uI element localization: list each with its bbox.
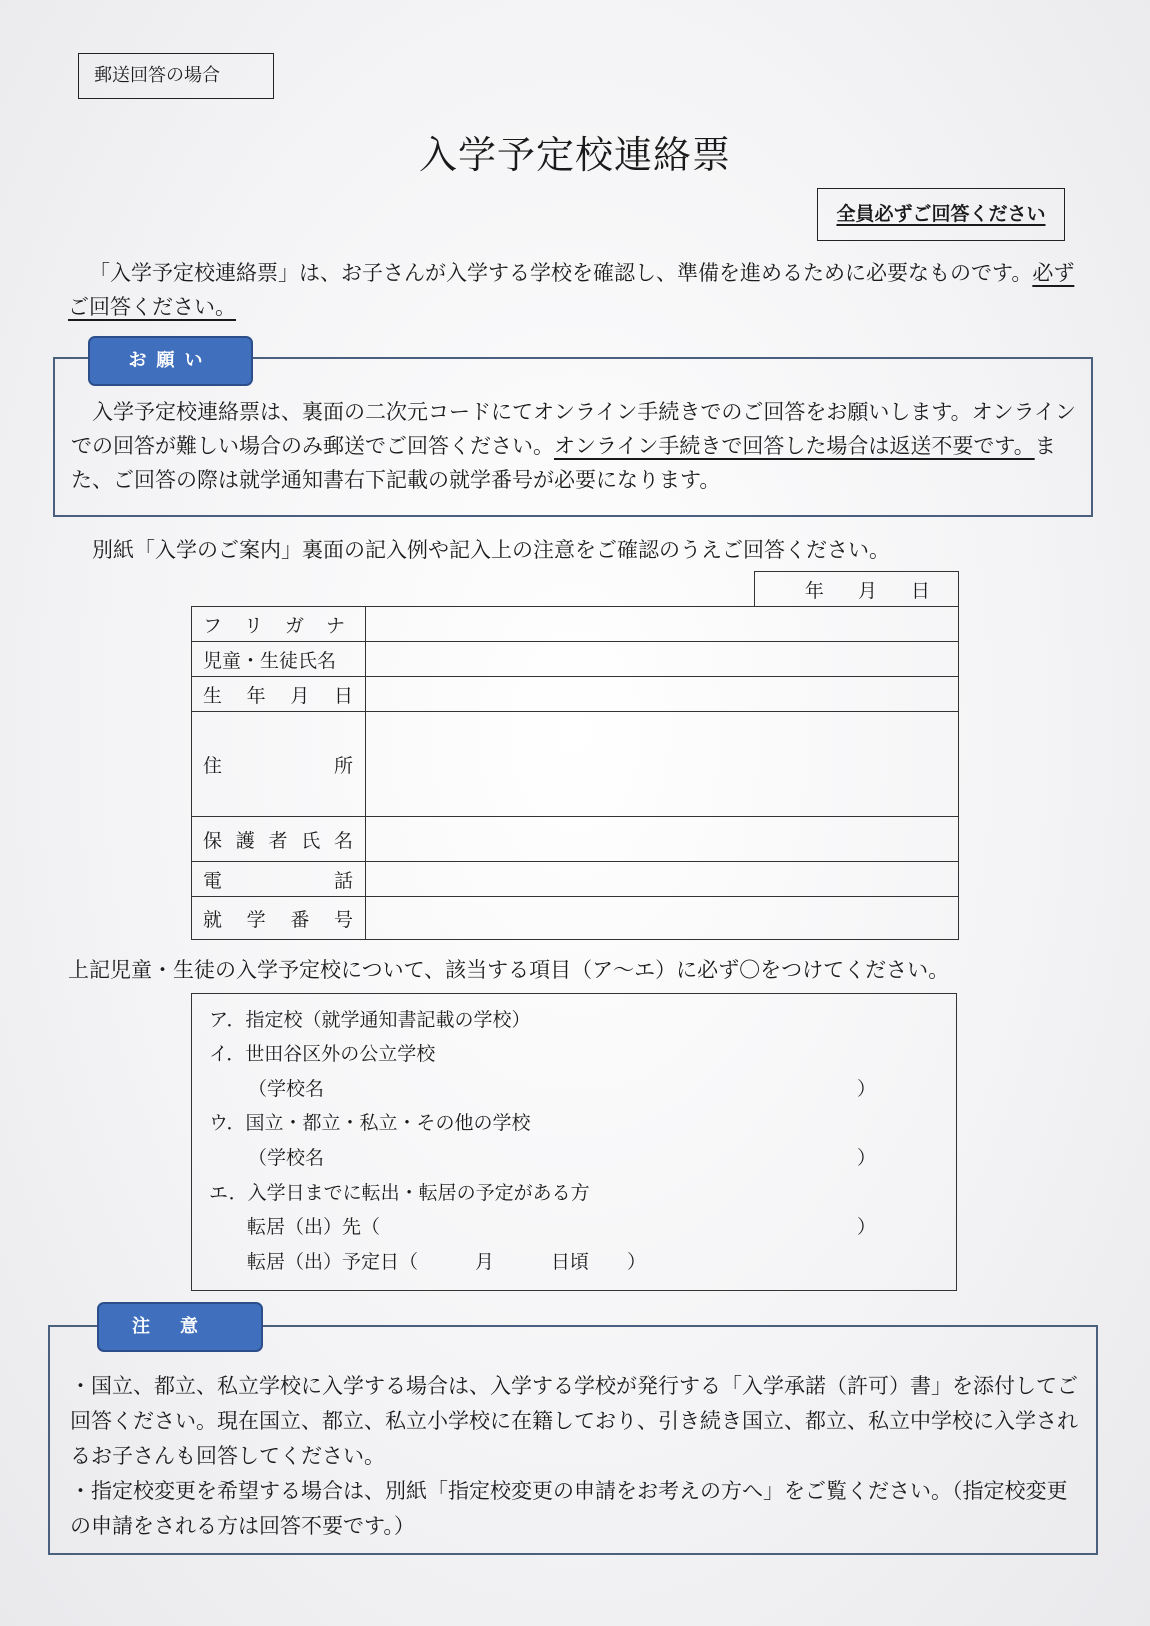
phone-label: 電 話 (192, 862, 366, 897)
school-number-label: 就 学 番 号 (192, 897, 366, 940)
guardian-name-field[interactable] (366, 817, 959, 862)
request-text-a: 入学予定校連絡票は、裏面の二次元コードにてオンライン手続きでのご回答をお願いします。オンラインでの回答が難しい場合のみ郵送でご回答ください。 (71, 400, 1077, 458)
intro-text: 「入学予定校連絡票」は、お子さんが入学する学校を確認し、準備を進めるために必要なものです。 (89, 261, 1033, 285)
must-answer-text: 全員必ずご回答ください (836, 203, 1046, 225)
option-e-date[interactable]: 転居（出）予定日（ 月 日頃 ） (247, 1251, 647, 1273)
option-a[interactable]: ア．指定校（就学通知書記載の学校） (209, 1009, 531, 1031)
option-e[interactable]: エ．入学日までに転出・転居の予定がある方 (209, 1182, 590, 1204)
option-u-school-name[interactable]: （学校名 (248, 1147, 325, 1169)
intro-paragraph (68, 256, 1084, 324)
request-badge: お願い (88, 336, 253, 386)
phone-field[interactable] (366, 862, 959, 897)
applicant-form (191, 571, 959, 940)
birthdate-field[interactable] (366, 677, 959, 712)
caution-panel (48, 1325, 1098, 1555)
option-e-destination[interactable]: 転居（出）先（ (247, 1216, 381, 1238)
caution-line-1: ・国立、都立、私立学校に入学する場合は、入学する学校が発行する「入学承諾（許可）書」を添付してご回答ください。現在国立、都立、私立小学校に在籍しており、引き続き国立、都立、私立中学校に入学されるお子さんも回答してください。 (70, 1374, 1078, 1468)
mail-answer-label: 郵送回答の場合 (78, 53, 274, 99)
must-answer-box (817, 188, 1065, 241)
school-number-field[interactable] (366, 897, 959, 940)
school-question: 上記児童・生徒の入学予定校について、該当する項目（ア～エ）に必ず〇をつけてください。 (68, 958, 950, 982)
guardian-name-label: 保 護 者 氏 名 (192, 817, 366, 862)
furigana-label: フ リ ガ ナ (192, 607, 366, 642)
student-name-field[interactable] (366, 642, 959, 677)
option-u[interactable]: ウ．国立・都立・私立・その他の学校 (209, 1112, 531, 1134)
caution-text (70, 1369, 1080, 1544)
option-u-close-paren: ） (857, 1147, 877, 1169)
request-text (71, 395, 1081, 497)
intro-underlined: 必ずご回答ください。 (68, 261, 1075, 319)
request-text-underlined: オンライン手続きで回答した場合は返送不要です。 (554, 434, 1035, 458)
option-e-close-paren: ） (857, 1216, 877, 1238)
date-field[interactable]: 年 月 日 (755, 572, 959, 607)
address-field[interactable] (366, 712, 959, 817)
option-i[interactable]: イ．世田谷区外の公立学校 (209, 1043, 436, 1065)
page-title: 入学予定校連絡票 (418, 133, 731, 177)
caution-line-2: ・指定校変更を希望する場合は、別紙「指定校変更の申請をお考えの方へ」をご覧ください。（指定校変更の申請をされる方は回答不要です。） (70, 1479, 1068, 1538)
instruction-note: 別紙「入学のご案内」裏面の記入例や記入上の注意をご確認のうえご回答ください。 (92, 538, 890, 562)
request-text-c: また、ご回答の際は就学通知書右下記載の就学番号が必要になります。 (71, 434, 1056, 492)
furigana-field[interactable] (366, 607, 959, 642)
address-label: 住 所 (192, 712, 366, 817)
option-i-school-name[interactable]: （学校名 (248, 1078, 325, 1100)
birthdate-label: 生 年 月 日 (192, 677, 366, 712)
school-options-box (191, 993, 957, 1291)
student-name-label: 児童・生徒氏名 (192, 642, 366, 677)
caution-badge: 注意 (97, 1302, 263, 1352)
option-i-close-paren: ） (857, 1078, 877, 1100)
